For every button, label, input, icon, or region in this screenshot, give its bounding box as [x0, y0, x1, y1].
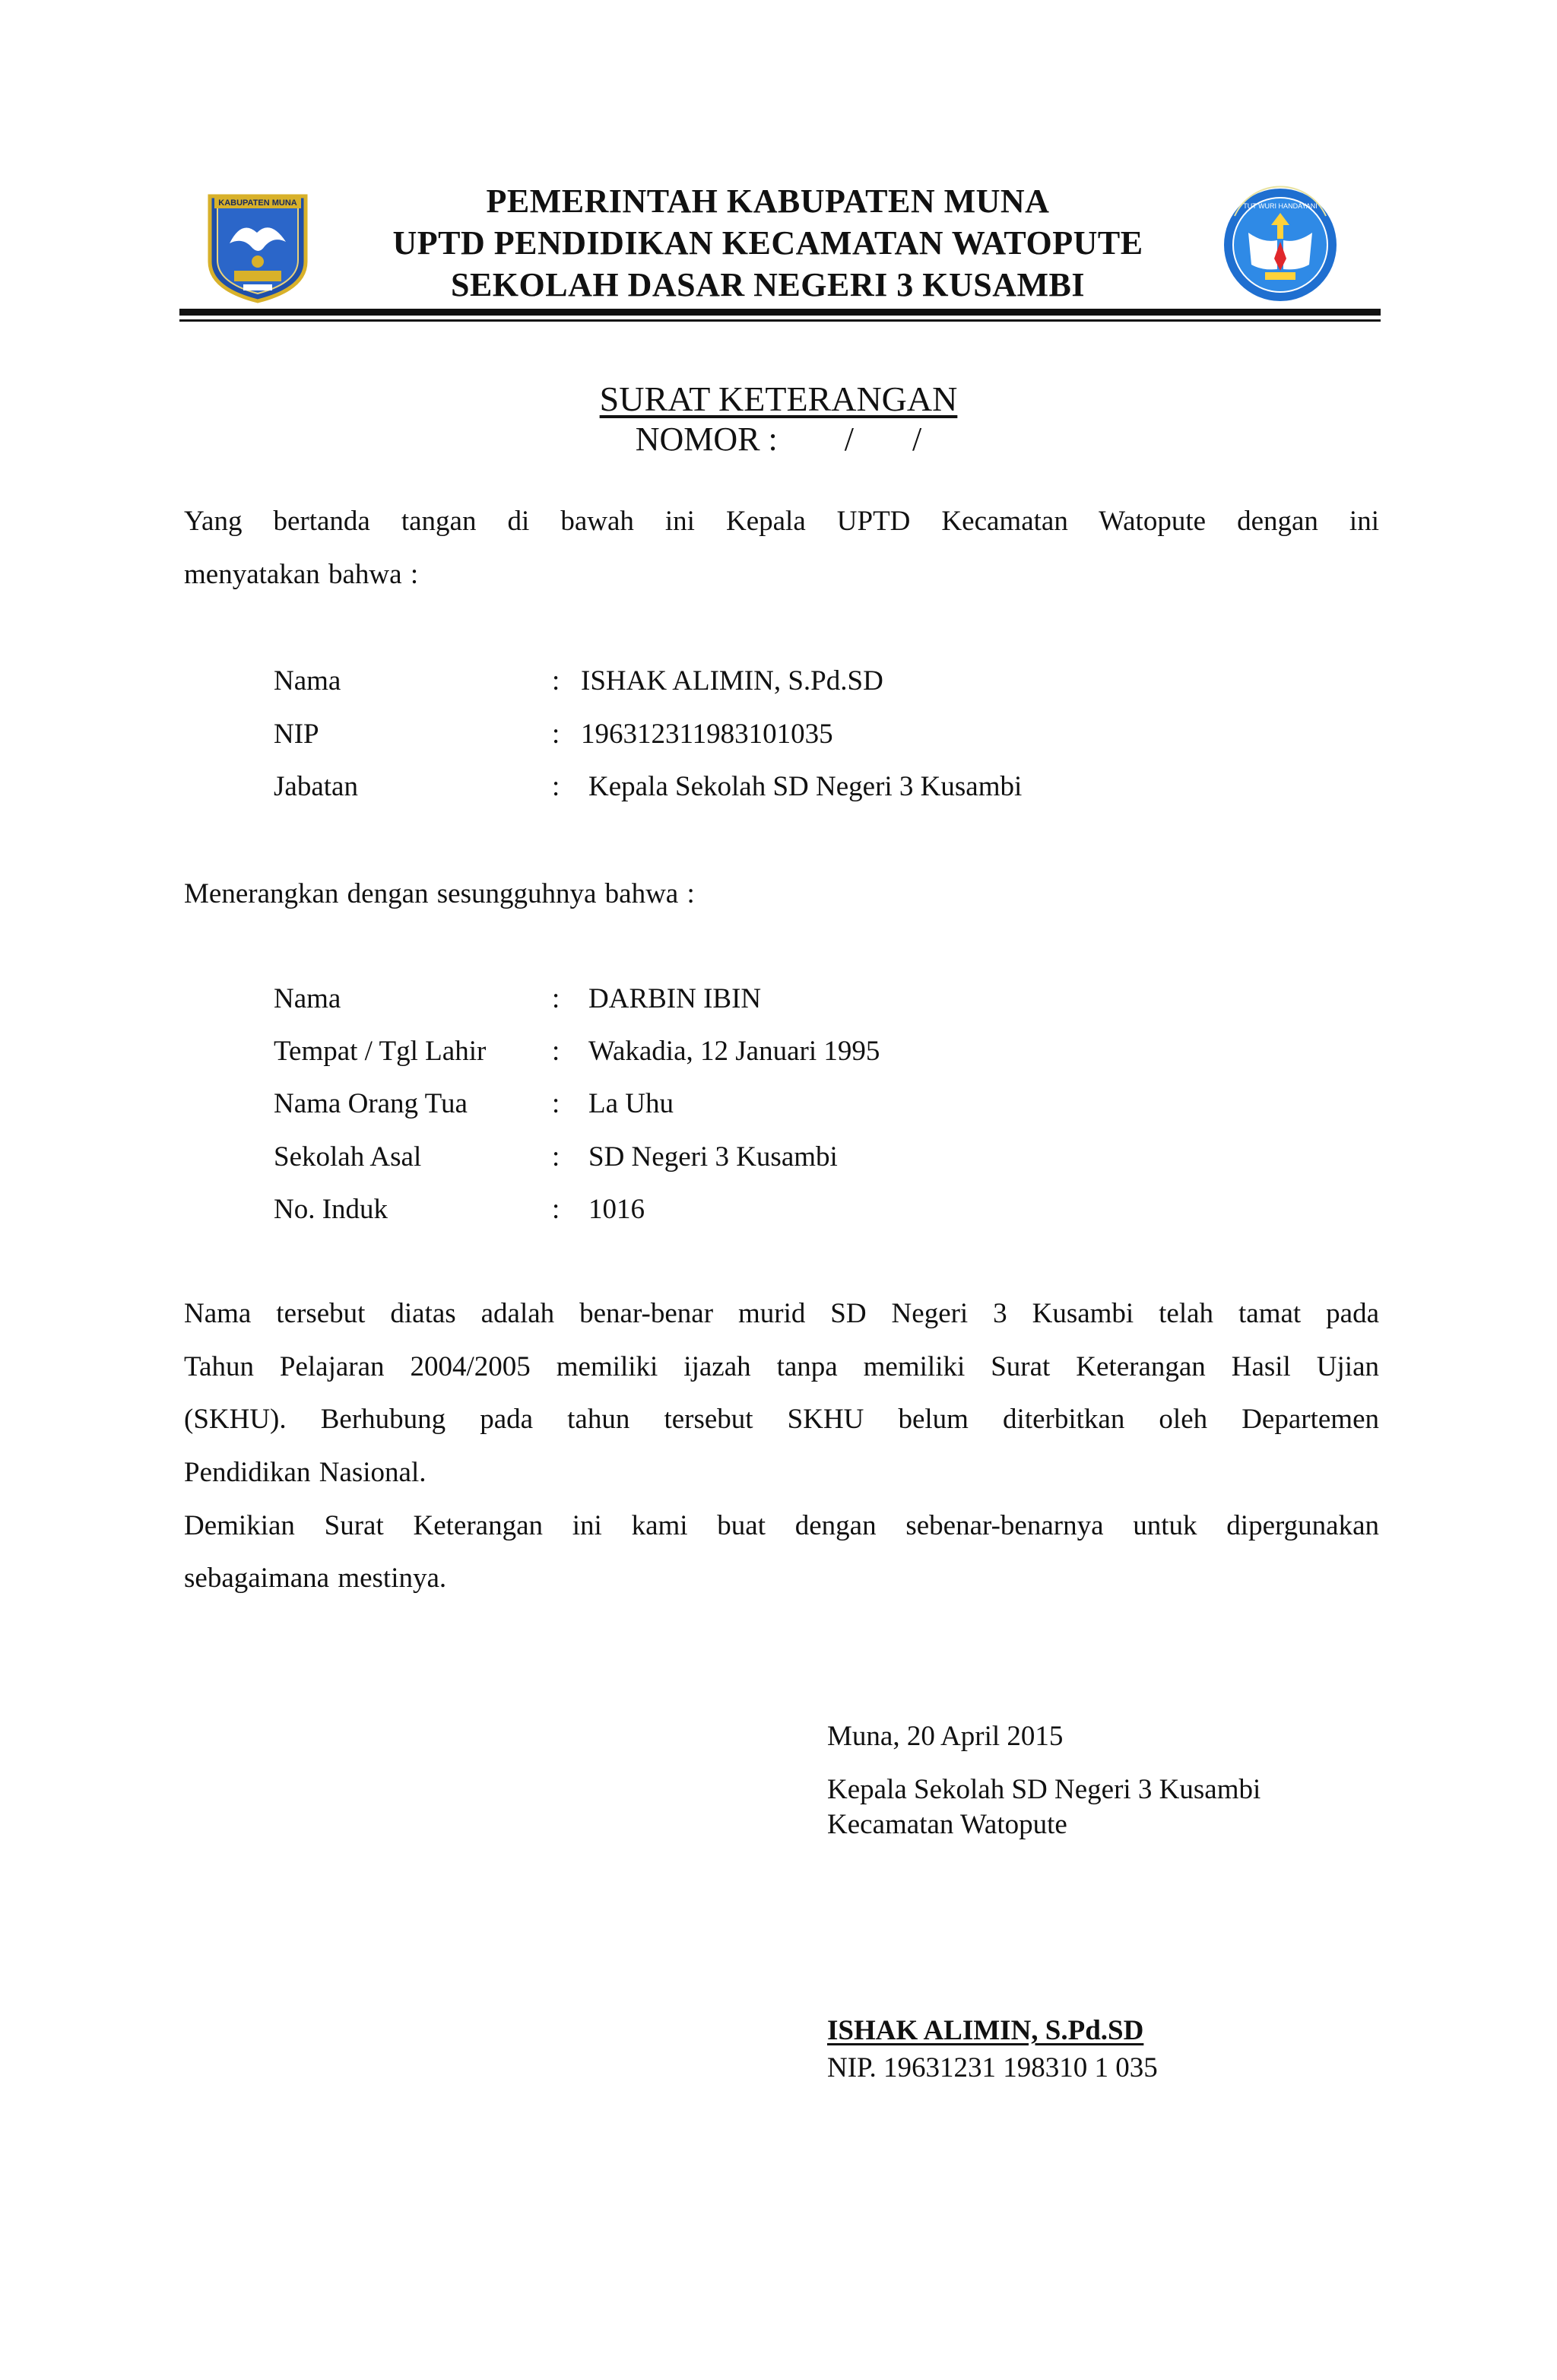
field-label: Tempat / Tgl Lahir — [274, 1036, 487, 1067]
field-value: DARBIN IBIN — [588, 983, 762, 1014]
letterhead-uptd: UPTD PENDIDIKAN KECAMATAN WATOPUTE — [392, 224, 1143, 262]
student-row-sekolah-asal — [274, 1134, 1110, 1180]
student-row-no-induk — [274, 1187, 1110, 1233]
field-label: No. Induk — [274, 1194, 388, 1225]
signer-row-nip — [274, 712, 1110, 757]
field-label: Nama — [274, 983, 341, 1014]
signature-name: ISHAK ALIMIN, S.Pd.SD — [827, 2015, 1144, 2046]
field-colon: : — [552, 1141, 560, 1173]
field-value: Kepala Sekolah SD Negeri 3 Kusambi — [588, 771, 1023, 802]
field-value: SD Negeri 3 Kusambi — [588, 1141, 838, 1173]
signature-position-2: Kecamatan Watopute — [827, 1809, 1067, 1840]
document-number: NOMOR : / / — [635, 420, 922, 458]
field-label: Sekolah Asal — [274, 1141, 422, 1173]
field-colon: : — [552, 1036, 560, 1067]
body-line-1: Nama tersebut diatas adalah benar-benar murid SD Negeri 3 Kusambi telah tamat pada — [184, 1298, 1379, 1329]
field-value: 1016 — [588, 1194, 645, 1225]
body-line-2: Tahun Pelajaran 2004/2005 memiliki ijazah tanpa memiliki Surat Keterangan Hasil Ujian — [184, 1351, 1379, 1382]
field-colon: : — [552, 983, 560, 1014]
field-label: Jabatan — [274, 771, 358, 802]
body-line-5: Demikian Surat Keterangan ini kami buat dengan sebenar-benarnya untuk dipergunakan — [184, 1510, 1379, 1541]
field-value: Wakadia, 12 Januari 1995 — [588, 1036, 880, 1067]
signature-position-1: Kepala Sekolah SD Negeri 3 Kusambi — [827, 1774, 1261, 1805]
field-value: ISHAK ALIMIN, S.Pd.SD — [581, 665, 883, 697]
letterhead-government: PEMERINTAH KABUPATEN MUNA — [486, 182, 1050, 220]
body-line-6: sebagaimana mestinya. — [184, 1563, 447, 1594]
statement-intro: Menerangkan dengan sesungguhnya bahwa : — [184, 878, 695, 909]
signature-place-date: Muna, 20 April 2015 — [827, 1721, 1064, 1752]
field-value: 196312311983101035 — [581, 719, 833, 750]
letterhead-school: SEKOLAH DASAR NEGERI 3 KUSAMBI — [450, 266, 1086, 303]
body-line-4: Pendidikan Nasional. — [184, 1457, 427, 1488]
student-row-nama — [274, 976, 1110, 1022]
field-label: Nama — [274, 665, 341, 697]
document-title: SURAT KETERANGAN — [599, 379, 958, 418]
field-colon: : — [552, 1194, 560, 1225]
field-label: NIP — [274, 719, 319, 750]
letterhead-divider-thin — [179, 319, 1381, 322]
tut-wuri-handayani-emblem — [1218, 186, 1343, 304]
emblem-banner-text: KABUPATEN MUNA — [218, 198, 297, 208]
student-row-ttl — [274, 1029, 1110, 1074]
field-label: Nama Orang Tua — [274, 1088, 468, 1119]
intro-line-1: Yang bertanda tangan di bawah ini Kepala UPTD Kecamatan Watopute dengan ini — [184, 506, 1379, 537]
emblem-motto-text: TUT WURI HANDAYANI — [1243, 202, 1318, 210]
field-colon: : — [552, 719, 560, 750]
body-line-3: (SKHU). Berhubung pada tahun tersebut SKHU belum diterbitkan oleh Departemen — [184, 1404, 1379, 1435]
intro-line-2: menyatakan bahwa : — [184, 559, 419, 590]
field-colon: : — [552, 665, 560, 697]
field-colon: : — [552, 1088, 560, 1119]
signature-nip: NIP. 19631231 198310 1 035 — [827, 2052, 1158, 2083]
field-value: La Uhu — [588, 1088, 674, 1119]
field-colon: : — [552, 771, 560, 802]
student-row-orang-tua — [274, 1081, 1110, 1127]
signer-row-jabatan — [274, 764, 1110, 810]
kabupaten-muna-emblem — [204, 189, 312, 304]
signer-row-nama — [274, 658, 1110, 704]
letterhead-divider-thick — [179, 309, 1381, 316]
